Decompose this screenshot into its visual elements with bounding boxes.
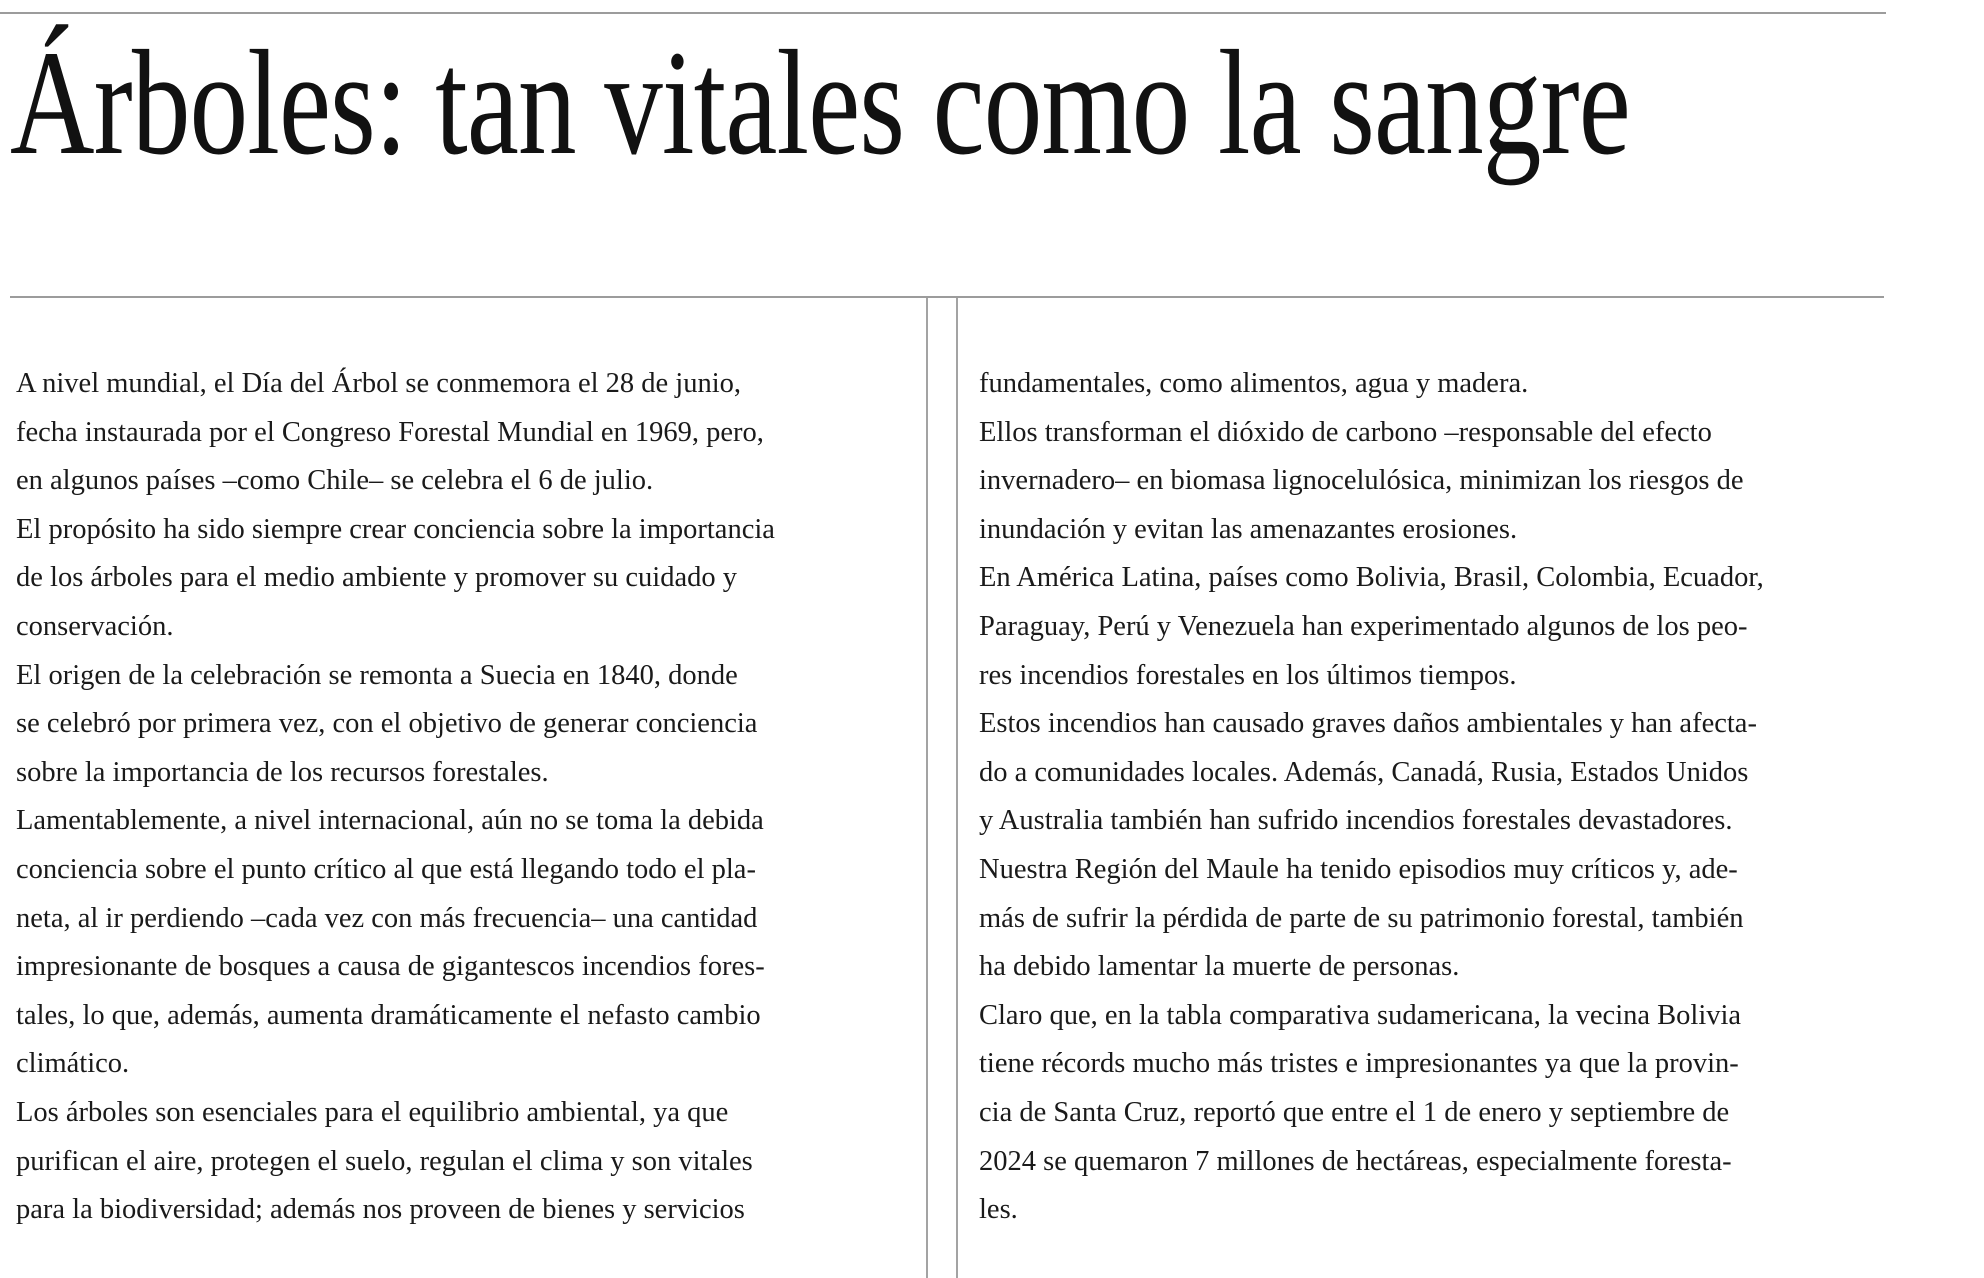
text-line: neta, al ir perdiendo –cada vez con más frecuencia– una cantidad <box>16 902 758 934</box>
text-line: En América Latina, países como Bolivia, Brasil, Colombia, Ecuador, <box>979 562 1764 594</box>
text-line: Estos incendios han causado graves daños ambientales y han afecta- <box>979 708 1757 740</box>
text-line: El propósito ha sido siempre crear conciencia sobre la importancia <box>16 513 775 545</box>
text-line: de los árboles para el medio ambiente y promover su cuidado y <box>16 562 737 594</box>
column-divider-right <box>956 298 958 1278</box>
text-line: se celebró por primera vez, con el objetivo de generar conciencia <box>16 708 758 740</box>
text-line: purifican el aire, protegen el suelo, regulan el clima y son vitales <box>16 1145 753 1177</box>
text-line: invernadero– en biomasa lignocelulósica, minimizan los riesgos de <box>979 465 1744 497</box>
top-rule <box>0 12 1886 14</box>
headline-rule <box>10 296 1884 298</box>
text-line: fecha instaurada por el Congreso Forestal Mundial en 1969, pero, <box>16 416 764 448</box>
text-line: Ellos transforman el dióxido de carbono –responsable del efecto <box>979 416 1712 448</box>
text-line: Los árboles son esenciales para el equilibrio ambiental, ya que <box>16 1096 729 1128</box>
article-column-right <box>979 360 1879 1235</box>
text-line: sobre la importancia de los recursos forestales. <box>16 756 549 788</box>
text-line: les. <box>979 1194 1018 1226</box>
text-line: más de sufrir la pérdida de parte de su patrimonio forestal, también <box>979 902 1744 934</box>
text-line: Paraguay, Perú y Venezuela han experimentado algunos de los peo- <box>979 610 1748 642</box>
text-line: cia de Santa Cruz, reportó que entre el 1 de enero y septiembre de <box>979 1096 1730 1128</box>
headline: Árboles: tan vitales como la sangre <box>10 20 1630 186</box>
text-line: ha debido lamentar la muerte de personas. <box>979 951 1460 983</box>
text-line: conciencia sobre el punto crítico al que está llegando todo el pla- <box>16 853 756 885</box>
text-line: impresionante de bosques a causa de gigantescos incendios fores- <box>16 951 765 983</box>
text-line: 2024 se quemaron 7 millones de hectáreas, especialmente foresta- <box>979 1145 1732 1177</box>
text-line: El origen de la celebración se remonta a Suecia en 1840, donde <box>16 659 738 691</box>
column-divider-left <box>926 298 928 1278</box>
text-line: Claro que, en la tabla comparativa sudamericana, la vecina Bolivia <box>979 999 1742 1031</box>
text-line: Lamentablemente, a nivel internacional, aún no se toma la debida <box>16 805 764 837</box>
text-line: fundamentales, como alimentos, agua y madera. <box>979 368 1529 399</box>
article-column-left <box>16 360 916 1235</box>
text-line: y Australia también han sufrido incendios forestales devastadores. <box>979 805 1733 837</box>
text-line: inundación y evitan las amenazantes erosiones. <box>979 513 1518 545</box>
text-line: A nivel mundial, el Día del Árbol se conmemora el 28 de junio, <box>16 368 741 399</box>
text-line: tiene récords mucho más tristes e impresionantes ya que la provin- <box>979 1048 1739 1080</box>
text-line: en algunos países –como Chile– se celebra el 6 de julio. <box>16 465 654 497</box>
text-line: do a comunidades locales. Además, Canadá, Rusia, Estados Unidos <box>979 756 1749 788</box>
text-line: climático. <box>16 1048 130 1080</box>
text-line: Nuestra Región del Maule ha tenido episodios muy críticos y, ade- <box>979 853 1738 885</box>
text-line: res incendios forestales en los últimos tiempos. <box>979 659 1517 691</box>
text-line: para la biodiversidad; además nos proveen de bienes y servicios <box>16 1194 745 1226</box>
text-line: tales, lo que, además, aumenta dramáticamente el nefasto cambio <box>16 999 761 1031</box>
text-line: conservación. <box>16 610 174 642</box>
